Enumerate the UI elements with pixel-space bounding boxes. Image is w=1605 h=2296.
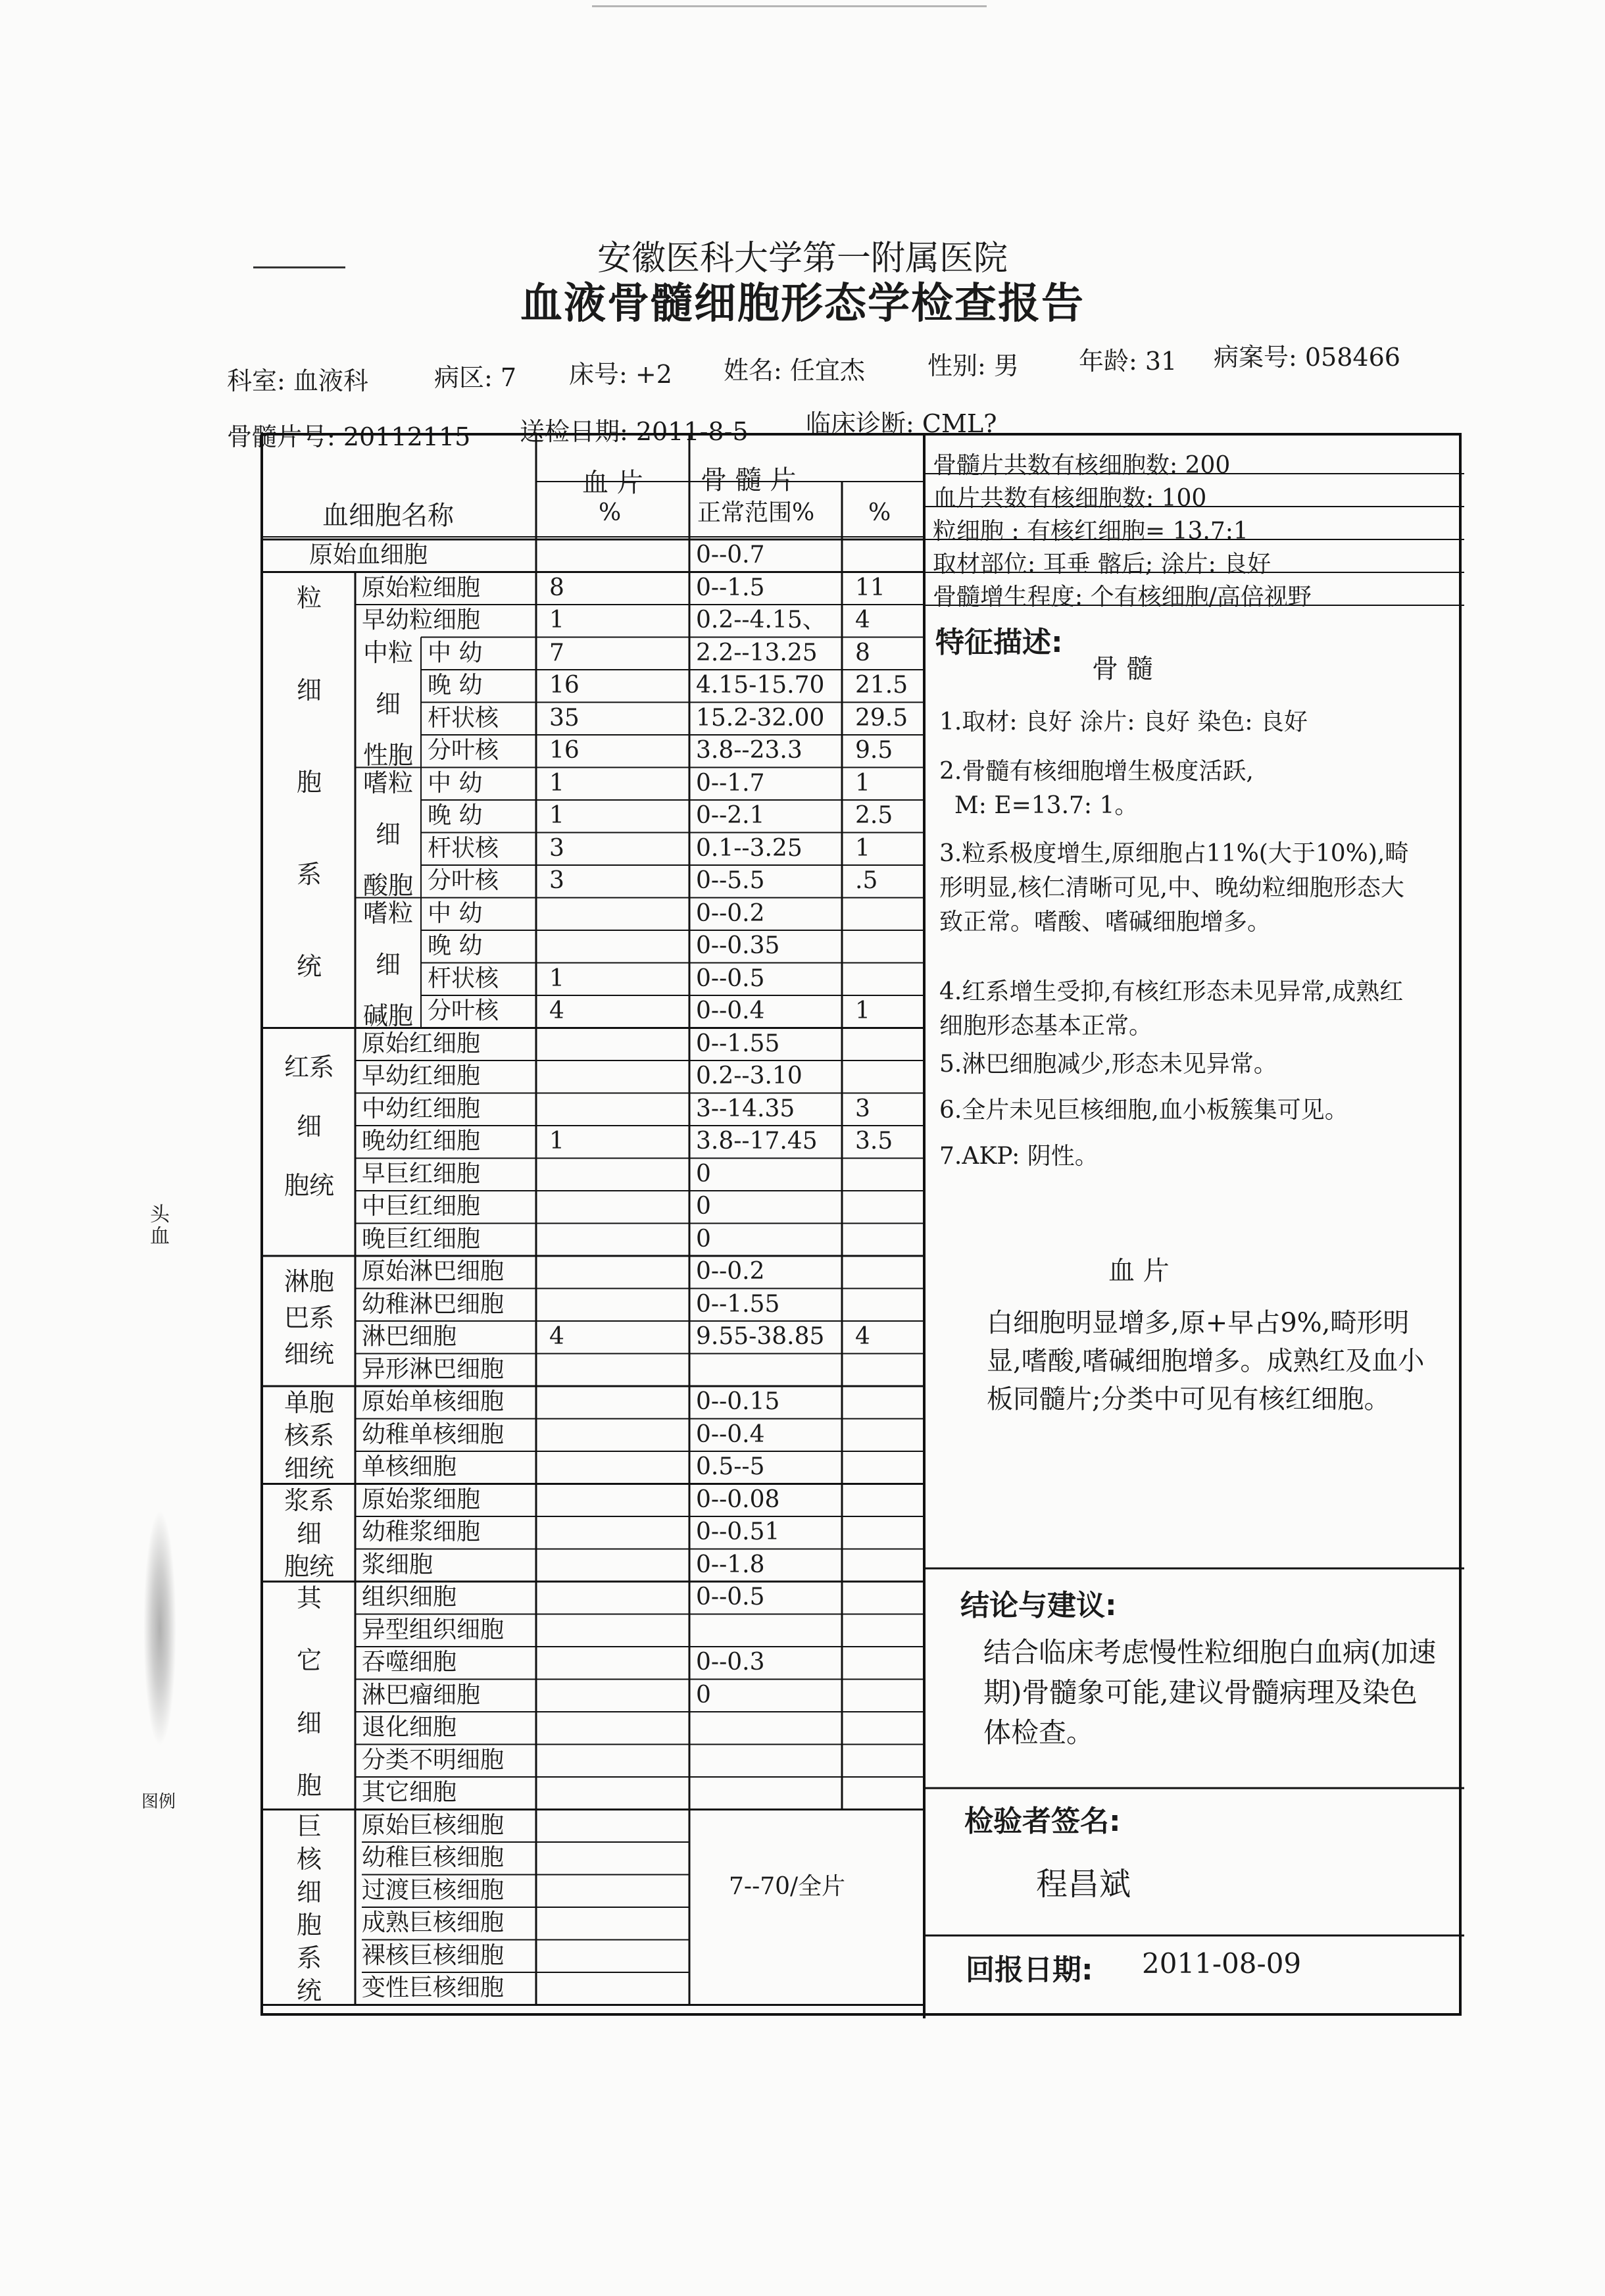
- cell-name: 中幼红细胞: [362, 1095, 481, 1122]
- group-label: 红系: [284, 1052, 334, 1082]
- group-label: 细: [296, 1518, 322, 1548]
- cell-name: 中 幼: [428, 899, 483, 927]
- group-label: 统: [296, 1976, 322, 2005]
- cell-name: 淋巴细胞: [362, 1323, 457, 1350]
- cell-name: 幼稚巨核细胞: [362, 1844, 505, 1871]
- marrow-value: 1: [855, 997, 870, 1024]
- cell-name: 晚巨红细胞: [362, 1225, 481, 1253]
- marrow-value: 8: [855, 639, 870, 666]
- normal-range: 0.2--3.10: [696, 1062, 802, 1089]
- report-date: 2011-08-09: [1142, 1947, 1302, 1980]
- marrow-subtitle: 骨 髓: [1092, 654, 1153, 684]
- sampling-site: 取材部位: 耳垂 髂后; 涂片: 良好: [933, 551, 1272, 578]
- normal-range: 0.5--5: [696, 1453, 765, 1480]
- marrow-count: 骨髓片共数有核细胞数: 200: [933, 452, 1231, 479]
- normal-range-header: 正常范围%: [697, 499, 815, 526]
- cell-name: 原始淋巴细胞: [362, 1258, 505, 1285]
- cell-name: 早幼红细胞: [362, 1062, 481, 1089]
- ward-field: 病区: 7: [434, 363, 517, 392]
- normal-range: 0--0.08: [696, 1485, 780, 1513]
- group-label: 粒: [296, 583, 322, 612]
- group-label: 巨: [296, 1811, 322, 1841]
- cell-name: 淋巴瘤细胞: [362, 1681, 481, 1709]
- conclusion-text: 结合临床考虑慢性粒细胞白血病(加速期)骨髓象可能,建议骨髓病理及染色体检查。: [983, 1636, 1437, 1749]
- blood-value: 1: [549, 1128, 564, 1155]
- cell-name: 分叶核: [428, 867, 499, 894]
- group-label: 胞: [296, 1910, 322, 1939]
- group-label: 酸胞: [362, 870, 413, 900]
- normal-range: 0--0.51: [696, 1518, 780, 1545]
- blood-value: 4: [549, 1323, 564, 1350]
- blood-pct-header: %: [599, 499, 622, 526]
- cell-name: 中巨红细胞: [362, 1193, 481, 1220]
- cell-name: 幼稚浆细胞: [362, 1518, 481, 1545]
- conclusion-title: 结论与建议:: [960, 1589, 1117, 1622]
- blood-value: 3: [549, 834, 564, 862]
- cell-name: 杆状核: [428, 834, 499, 862]
- cell-name: 组织细胞: [362, 1584, 457, 1610]
- marrow-value: 29.5: [855, 704, 908, 732]
- group-label: 它: [296, 1646, 322, 1675]
- group-label: 嗜粒: [362, 898, 413, 928]
- cell-name: 分叶核: [428, 737, 499, 764]
- group-label: 细统: [284, 1339, 334, 1368]
- normal-range: 3.8--23.3: [696, 737, 802, 764]
- cell-name: 原始单核细胞: [362, 1388, 505, 1415]
- cell-name: 原始红细胞: [362, 1030, 481, 1057]
- blood-value: 1: [549, 607, 564, 634]
- feature-item: 2.骨髓有核细胞增生极度活跃, M: E=13.7: 1。: [939, 758, 1254, 820]
- normal-range: 15.2-32.00: [696, 704, 825, 732]
- group-label: 细: [375, 949, 401, 979]
- blood-value: 3: [549, 867, 564, 894]
- dept-field: 科室: 血液科: [227, 366, 368, 395]
- cell-name: 晚幼红细胞: [362, 1128, 481, 1155]
- cell-name: 早巨红细胞: [362, 1160, 481, 1187]
- feature-item: 7.AKP: 阴性。: [939, 1143, 1099, 1170]
- group-label: 巴系: [284, 1303, 334, 1332]
- normal-range: 0--2.1: [696, 802, 765, 829]
- marrow-value: 1: [855, 769, 870, 797]
- cell-name: 早幼粒细胞: [362, 607, 481, 634]
- feature-item: 3.粒系极度增生,原细胞占11%(大于10%),畸形明显,核仁清晰可见,中、晚幼粒细胞形态大致正常。嗜酸、嗜碱细胞增多。: [939, 840, 1409, 936]
- normal-range: 4.15-15.70: [696, 672, 825, 699]
- normal-range: 0--0.15: [696, 1388, 780, 1415]
- cell-name: 晚 幼: [428, 932, 483, 959]
- normal-range: 0--1.5: [696, 574, 765, 601]
- name-field: 姓名: 任宜杰: [724, 356, 865, 385]
- normal-range: 0--0.7: [696, 541, 765, 568]
- normal-range: 0.1--3.25: [696, 834, 802, 862]
- cell-name: 退化细胞: [362, 1714, 457, 1741]
- scan-smudge: [143, 1510, 176, 1747]
- normal-range: 0.2--4.15、: [696, 607, 826, 634]
- marrow-value: 2.5: [855, 802, 893, 829]
- marrow-value: 4: [855, 1323, 870, 1350]
- group-label: 性胞: [362, 740, 413, 770]
- cell-name: 杆状核: [428, 704, 499, 732]
- normal-range: 0: [696, 1225, 711, 1253]
- normal-range: 0: [696, 1681, 711, 1709]
- group-label: 系: [296, 1943, 322, 1972]
- normal-range: 0--0.4: [696, 1420, 765, 1448]
- group-label: 其: [296, 1584, 322, 1612]
- marrow-value: 9.5: [855, 737, 893, 764]
- hospital-name: 安徽医科大学第一附属医院: [597, 239, 1008, 278]
- slide-no-field: 骨髓片号: 20112115: [227, 422, 471, 451]
- features-title: 特征描述:: [935, 626, 1063, 659]
- blood-value: 8: [549, 574, 564, 601]
- blood-header: 血 片: [582, 468, 643, 498]
- cell-name-header: 血细胞名称: [322, 501, 454, 531]
- normal-range: 9.55-38.85: [696, 1323, 825, 1350]
- signer-name: 程昌斌: [1036, 1866, 1131, 1903]
- blood-value: 1: [549, 802, 564, 829]
- normal-range: 0--0.2: [696, 899, 765, 927]
- cell-name: 杆状核: [428, 964, 499, 992]
- cell-name: 幼稚单核细胞: [362, 1420, 505, 1448]
- feature-item: 4.红系增生受抑,有核红形态未见异常,成熟红细胞形态基本正常。: [939, 978, 1404, 1040]
- cell-name: 异型组织细胞: [362, 1616, 505, 1643]
- cell-name: 原始血细胞: [309, 541, 428, 568]
- normal-range: 0--1.8: [696, 1551, 765, 1578]
- normal-range: 0--1.55: [696, 1030, 780, 1057]
- group-label: 浆系: [284, 1485, 334, 1515]
- group-label: 淋胞: [284, 1267, 334, 1296]
- cell-name: 中 幼: [428, 769, 483, 797]
- cell-name: 原始浆细胞: [362, 1485, 481, 1513]
- blood-value: 35: [549, 704, 580, 732]
- normal-range: 0: [696, 1193, 711, 1220]
- proliferation-degree: 骨髓增生程度: 个有核细胞/高倍视野: [933, 584, 1312, 611]
- report-date-label: 回报日期:: [966, 1953, 1093, 1987]
- normal-range: 3.8--17.45: [696, 1128, 818, 1155]
- group-label: 统: [296, 951, 322, 981]
- case-no-field: 病案号: 058466: [1214, 343, 1400, 372]
- diagnosis-field: 临床诊断: CML?: [806, 409, 997, 438]
- gran-red-ratio: 粒细胞 : 有核红细胞= 13.7:1: [933, 518, 1248, 545]
- group-label: 细: [296, 1877, 322, 1907]
- normal-range: 0--1.7: [696, 769, 765, 797]
- cell-name: 过渡巨核细胞: [362, 1876, 505, 1904]
- sex-field: 性别: 男: [927, 351, 1019, 380]
- group-label: 中粒: [362, 637, 413, 667]
- blood-value: 1: [549, 769, 564, 797]
- normal-range: 0--0.35: [696, 932, 780, 959]
- blood-value: 1: [549, 964, 564, 992]
- group-label: 胞统: [284, 1170, 334, 1200]
- margin-note: 头血: [150, 1203, 170, 1248]
- blood-count: 血片共数有核细胞数: 100: [933, 485, 1207, 512]
- cell-name: 幼稚淋巴细胞: [362, 1290, 505, 1318]
- group-label: 细: [296, 675, 322, 705]
- group-label: 系: [296, 859, 322, 889]
- normal-range: 0--5.5: [696, 867, 765, 894]
- group-label: 单胞: [284, 1388, 334, 1417]
- marrow-header: 骨 髓 片: [701, 465, 797, 495]
- margin-legend: 图例: [141, 1792, 176, 1812]
- cell-name: 中 幼: [428, 639, 483, 666]
- normal-range: 0--0.3: [696, 1649, 765, 1676]
- group-label: 细: [375, 819, 401, 849]
- group-label: 细: [375, 689, 401, 718]
- group-label: 细统: [284, 1454, 334, 1483]
- normal-range: 2.2--13.25: [696, 639, 818, 666]
- marrow-value: 11: [855, 574, 885, 601]
- cell-name: 原始粒细胞: [362, 574, 481, 601]
- feature-item: 1.取材: 良好 涂片: 良好 染色: 良好: [939, 709, 1308, 736]
- feature-item: 5.淋巴细胞减少,形态未见异常。: [939, 1051, 1277, 1078]
- group-label: 嗜粒: [362, 768, 413, 797]
- cell-name: 变性巨核细胞: [362, 1974, 505, 2001]
- normal-range: 0--0.2: [696, 1258, 765, 1285]
- cell-name: 裸核巨核细胞: [362, 1941, 505, 1969]
- marrow-value: 3: [855, 1095, 870, 1122]
- cell-name: 异形淋巴细胞: [362, 1355, 505, 1383]
- blood-value: 7: [549, 639, 564, 666]
- blood-value: 16: [549, 672, 580, 699]
- cell-name: 晚 幼: [428, 802, 483, 829]
- marrow-value: .5: [855, 867, 878, 894]
- group-label: 胞: [296, 767, 322, 797]
- blood-value: 4: [549, 997, 564, 1024]
- group-label: 细: [296, 1709, 322, 1737]
- marrow-pct-header: %: [868, 499, 891, 526]
- cell-name: 单核细胞: [362, 1453, 457, 1480]
- cell-name: 晚 幼: [428, 672, 483, 699]
- normal-range: 0: [696, 1160, 711, 1187]
- group-label: 胞统: [284, 1551, 334, 1581]
- cell-name: 浆细胞: [362, 1551, 433, 1578]
- report-table: [260, 433, 1462, 2016]
- group-label: 胞: [296, 1771, 322, 1800]
- cell-name: 吞噬细胞: [362, 1649, 457, 1676]
- group-label: 核: [296, 1844, 322, 1874]
- sent-date-field: 送检日期: 2011-8-5: [520, 417, 749, 446]
- bed-field: 床号: +2: [569, 360, 672, 389]
- normal-range: 0--1.55: [696, 1290, 780, 1318]
- marrow-value: 4: [855, 607, 870, 634]
- marrow-value: 1: [855, 834, 870, 862]
- cell-name: 其它细胞: [362, 1779, 457, 1806]
- report-title: 血液骨髓细胞形态学检查报告: [520, 280, 1085, 328]
- normal-range: 0--0.4: [696, 997, 765, 1024]
- blood-subtitle: 血 片: [1108, 1256, 1170, 1286]
- age-field: 年龄: 31: [1079, 347, 1177, 376]
- cell-name: 成熟巨核细胞: [362, 1909, 505, 1936]
- feature-item: 6.全片未见巨核细胞,血小板簇集可见。: [939, 1097, 1348, 1124]
- group-label: 碱胞: [362, 1001, 413, 1030]
- cell-name: 原始巨核细胞: [362, 1811, 505, 1839]
- marrow-value: 21.5: [855, 672, 908, 699]
- group-label: 核系: [284, 1421, 334, 1450]
- group-label: 细: [296, 1111, 322, 1141]
- normal-range: 0--0.5: [696, 1584, 765, 1610]
- mega-normal-range: 7--70/全片: [729, 1873, 846, 1900]
- blood-description: 白细胞明显增多,原+早占9%,畸形明显,嗜酸,嗜碱细胞增多。成熟红及血小板同髓片;分类中可见有核红细胞。: [987, 1308, 1425, 1414]
- normal-range: 3--14.35: [696, 1095, 795, 1122]
- cell-name: 分叶核: [428, 997, 499, 1024]
- cell-name: 分类不明细胞: [362, 1746, 505, 1774]
- normal-range: 0--0.5: [696, 964, 765, 992]
- signer-title: 检验者签名:: [964, 1805, 1121, 1838]
- blood-value: 16: [549, 737, 580, 764]
- marrow-value: 3.5: [855, 1128, 893, 1155]
